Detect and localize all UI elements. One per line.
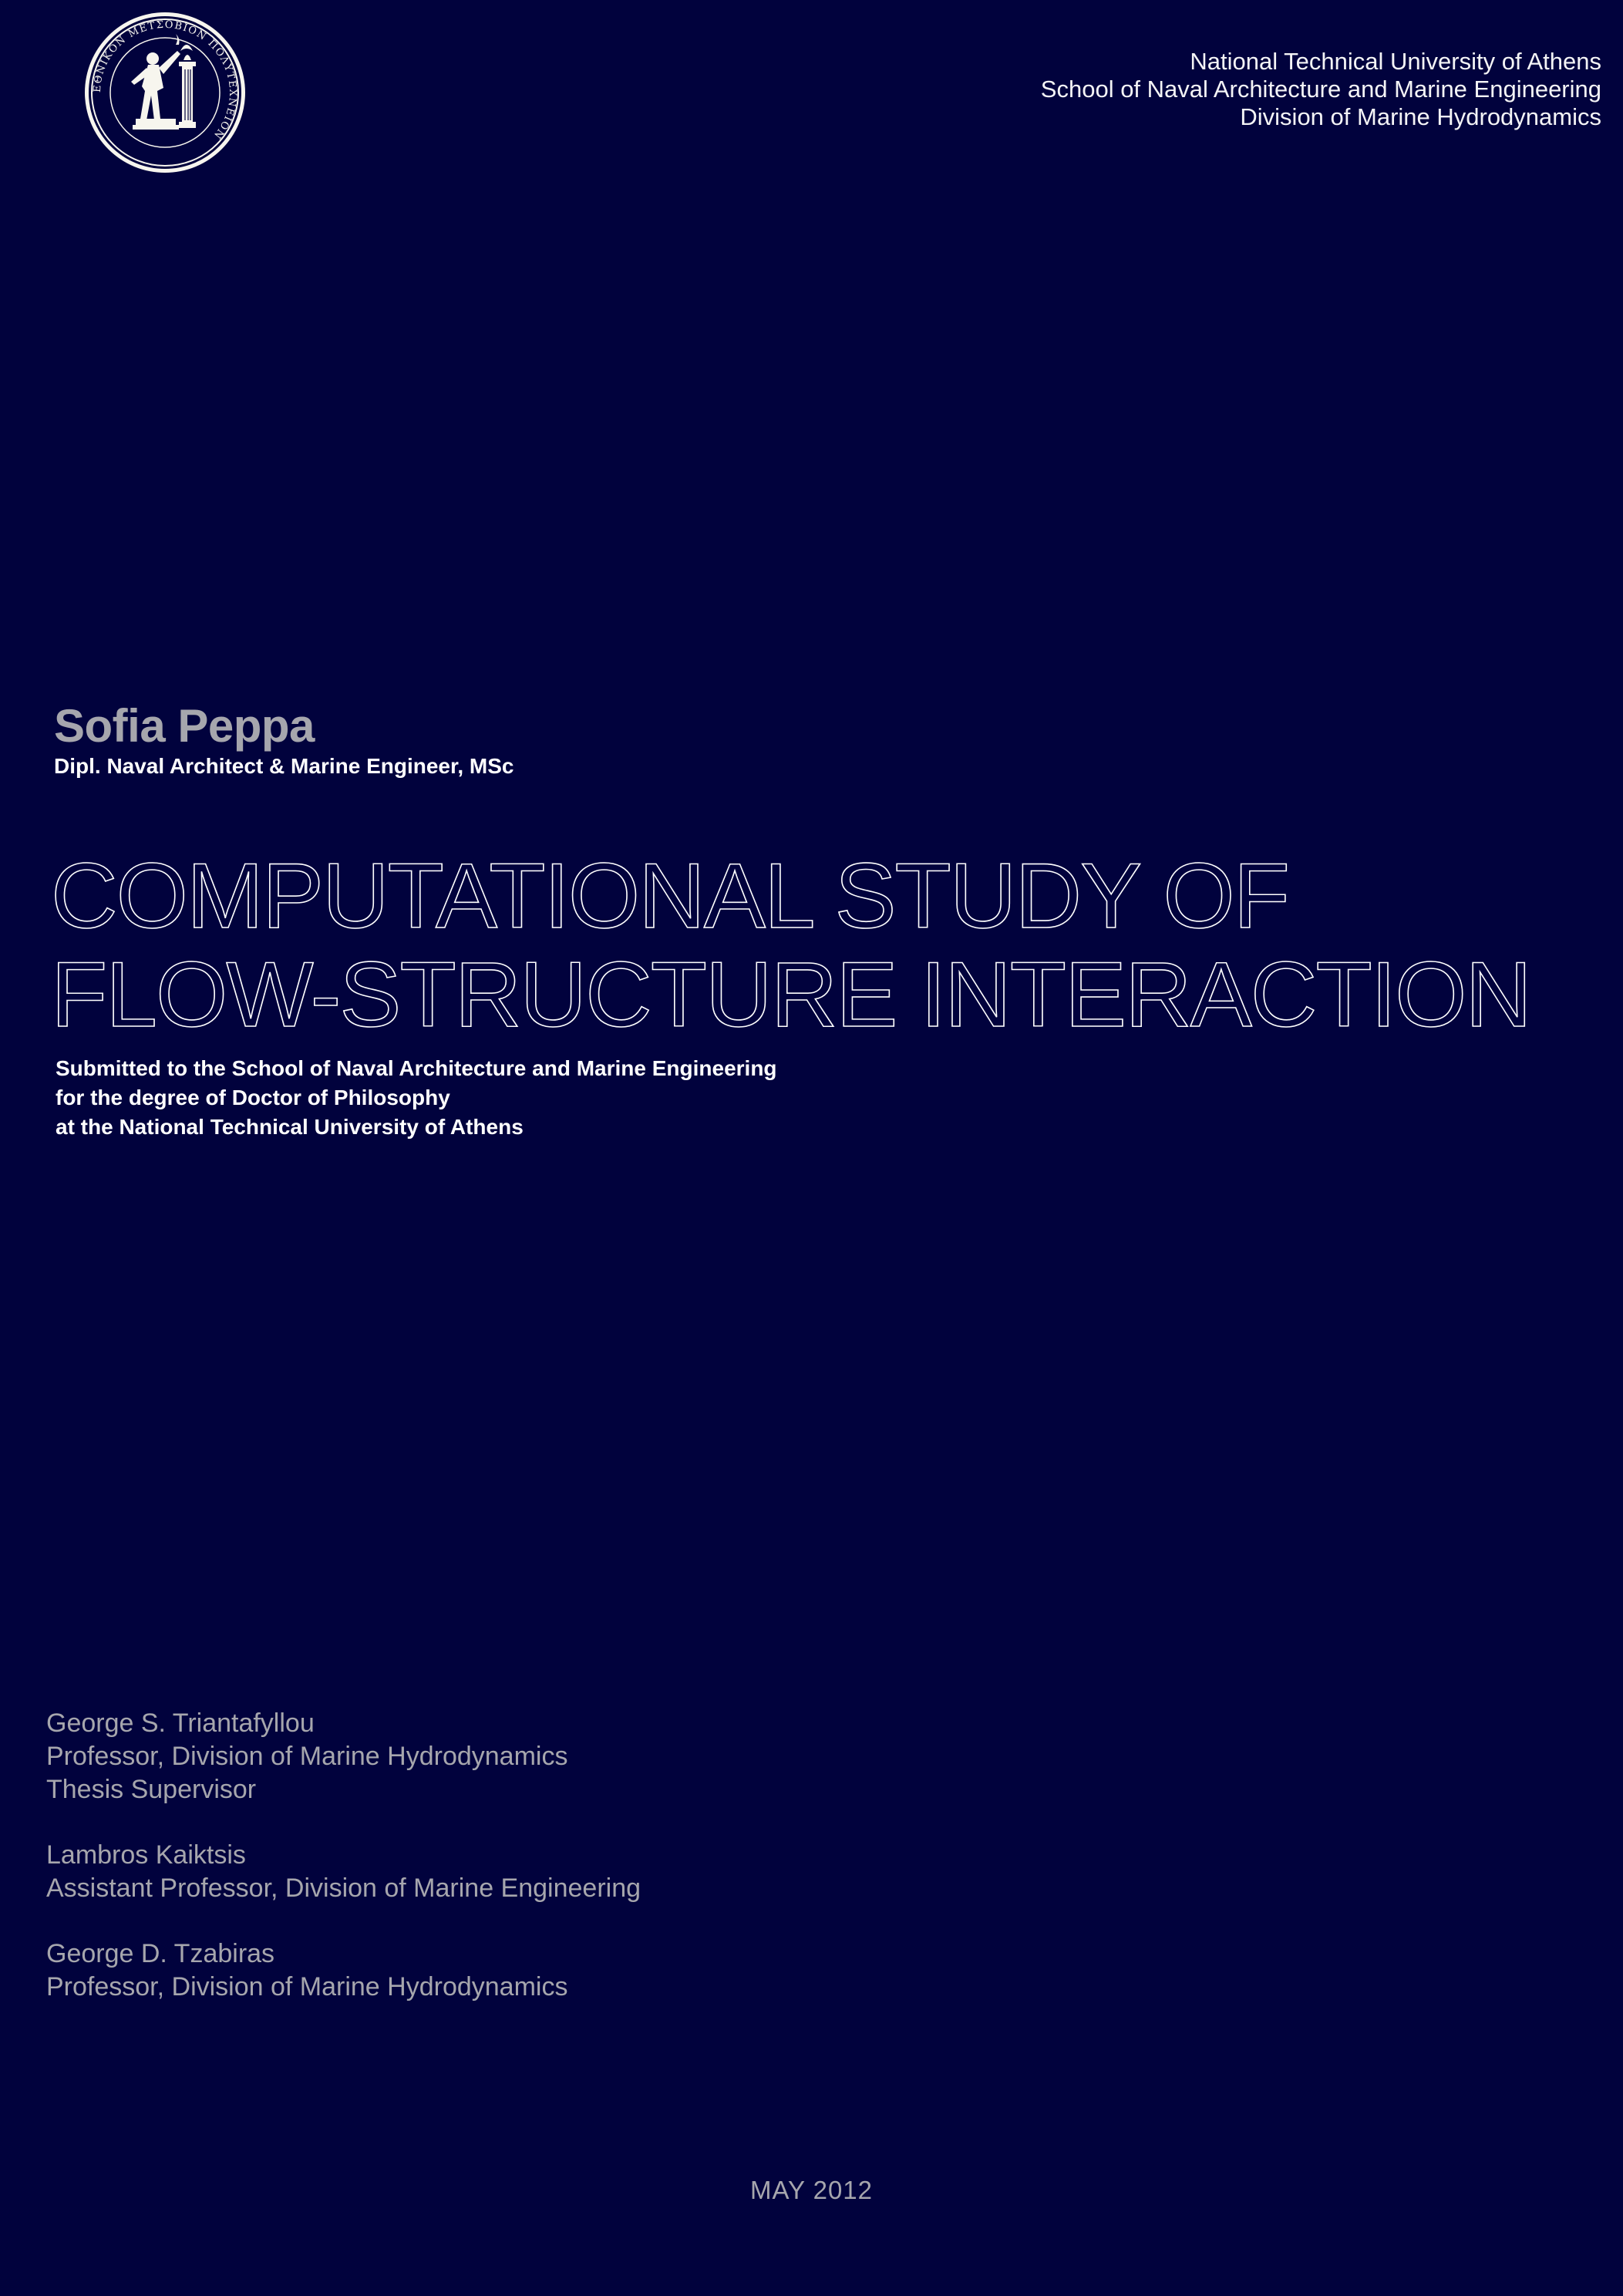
member-name: George S. Triantafyllou xyxy=(46,1709,315,1738)
author-degree: Dipl. Naval Architect & Marine Engineer, MSc xyxy=(54,754,514,778)
committee-list xyxy=(46,1707,641,2036)
committee-member xyxy=(46,1707,641,1806)
thesis-title-line-1: COMPUTATIONAL STUDY OF xyxy=(51,844,1289,948)
university-name: National Technical University of Athens xyxy=(1190,48,1601,75)
submission-line-1: Submitted to the School of Naval Architecture and Marine Engineering xyxy=(56,1056,777,1080)
university-seal-icon xyxy=(83,11,247,174)
committee-member xyxy=(46,1839,641,1905)
member-name: George D. Tzabiras xyxy=(46,1939,275,1968)
member-position: Professor, Division of Marine Hydrodynamics xyxy=(46,1742,568,1771)
member-name: Lambros Kaiktsis xyxy=(46,1840,246,1870)
submission-line-3: at the National Technical University of Athens xyxy=(56,1115,524,1139)
division-name: Division of Marine Hydrodynamics xyxy=(1240,103,1601,130)
publication-date: MAY 2012 xyxy=(749,2176,874,2204)
committee-member xyxy=(46,1937,641,2004)
member-position: Assistant Professor, Division of Marine Engineering xyxy=(46,1873,641,1903)
school-name: School of Naval Architecture and Marine Engineering xyxy=(1040,76,1601,103)
member-role: Thesis Supervisor xyxy=(46,1775,257,1804)
thesis-title-line-2: FLOW-STRUCTURE INTERACTION xyxy=(51,943,1531,1046)
seal-motto: ΕΘΝΙΚΟΝ ΜΕΤΣΟΒΙΟΝ ΠΟΛΥΤΕΧΝΕΙΟΝ xyxy=(91,19,239,142)
submission-statement xyxy=(56,1054,777,1142)
thesis-title xyxy=(51,844,1531,1046)
member-position: Professor, Division of Marine Hydrodynamics xyxy=(46,1972,568,2001)
author-name: Sofia Peppa xyxy=(54,700,315,752)
institution-header xyxy=(1041,48,1601,131)
author-block xyxy=(54,699,514,780)
submission-line-2: for the degree of Doctor of Philosophy xyxy=(56,1086,450,1109)
